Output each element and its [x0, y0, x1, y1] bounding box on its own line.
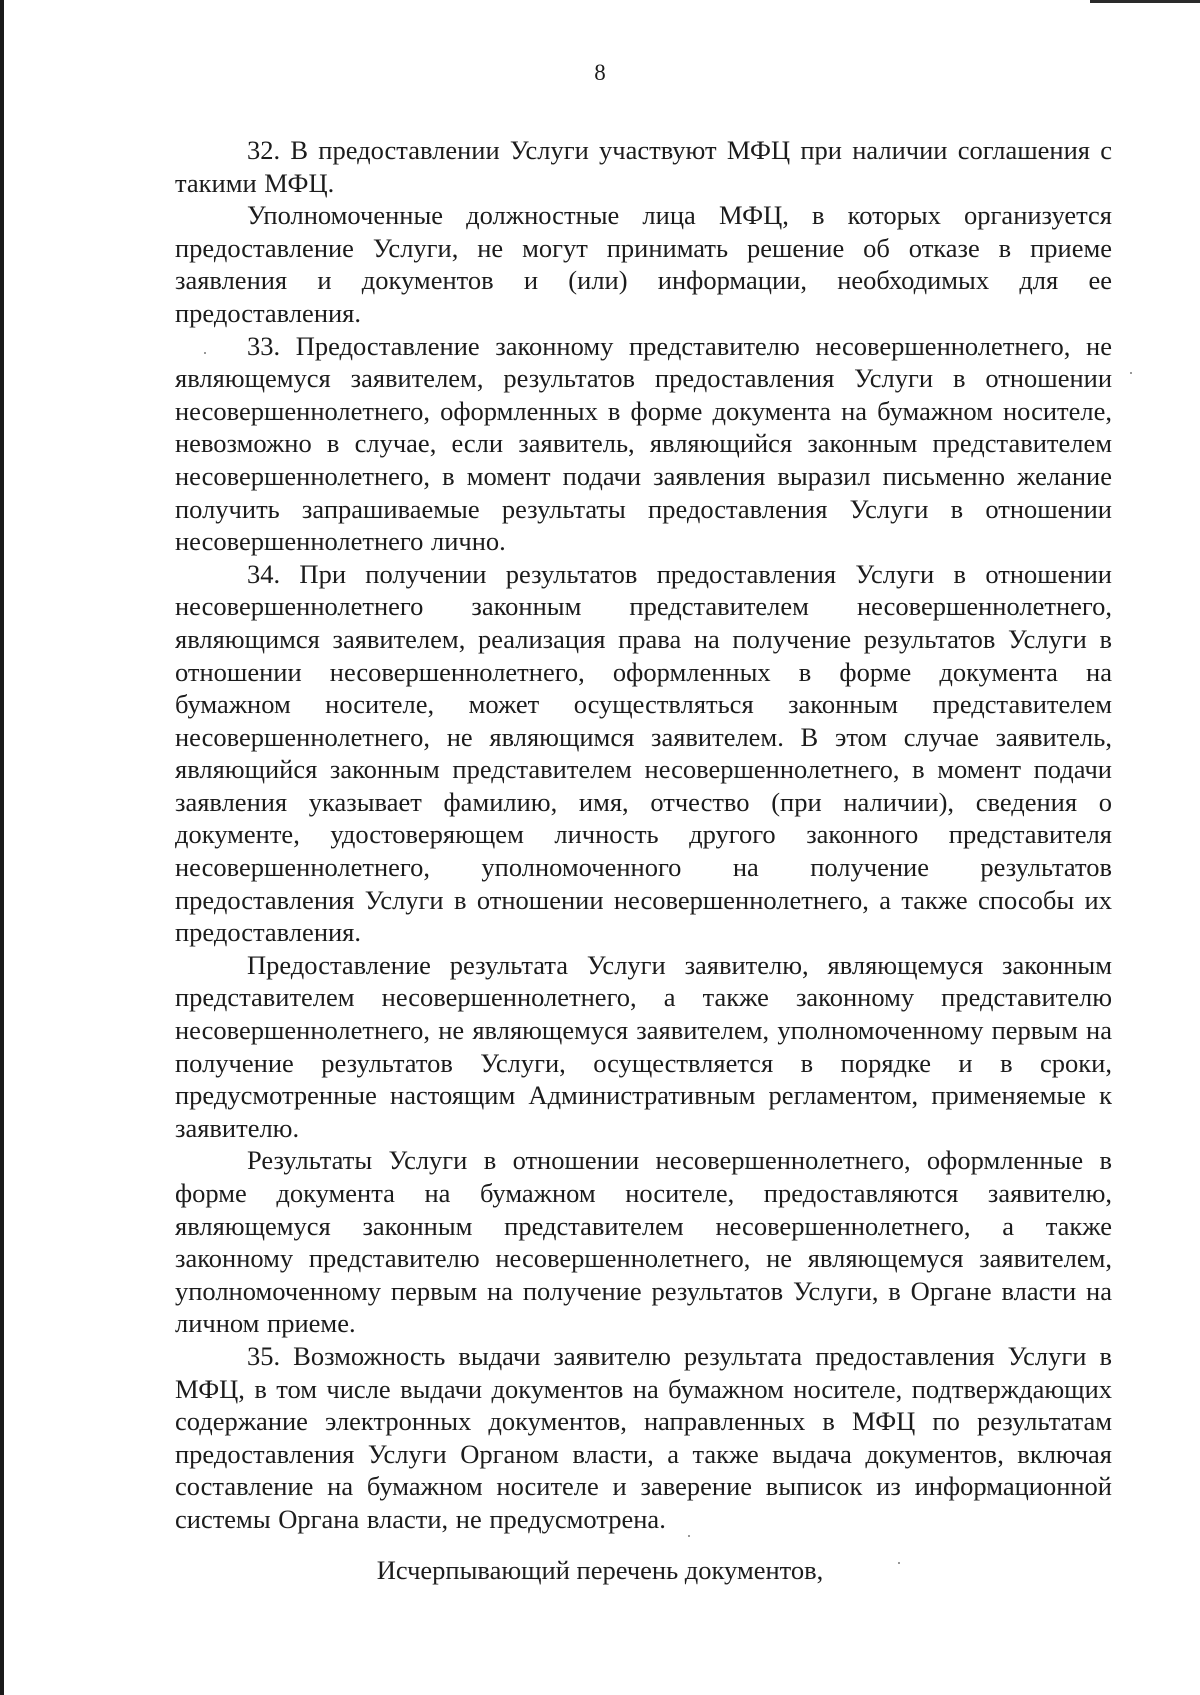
paragraph-34-provision: Предоставление результата Услуги заявителю, являющемуся законным представителем несовершеннолетнего, а также законному представителю несовершеннолетнего, не являющемуся заявителем, уполномоченному первым на получение результатов Услуги, осуществляется в порядке и в сроки, предусмотренные настоящим Административным регламентом, применяемые к заявителю. [175, 949, 1112, 1143]
scan-speck [1130, 372, 1132, 374]
paragraph-35: 35. Возможность выдачи заявителю результата предоставления Услуги в МФЦ, в том числе выдачи документов на бумажном носителе, подтверждающих содержание электронных документов, направленных в МФЦ по результатам предоставления Услуги Органом власти, а также выдача документов, включая составление на бумажном носителе и заверение выписок из информационной системы Органа власти, не предусмотрена. [175, 1340, 1112, 1534]
scan-speck [204, 352, 206, 354]
scan-edge-top [1090, 0, 1200, 3]
paragraph-32-mfc-officials: Уполномоченные должностные лица МФЦ, в которых организуется предоставление Услуги, не могут принимать решение об отказе в приеме заявления и документов и (или) информации, необходимых для ее предоставления. [175, 200, 1112, 328]
page-number: 8 [594, 60, 606, 85]
paragraph-33: 33. Предоставление законному представителю несовершеннолетнего, не являющемуся заявителем, результатов предоставления Услуги в отношении несовершеннолетнего, оформленных в форме документа на бумажном носителе, невозможно в случае, если заявитель, являющийся законным представителем несовершеннолетнего, в момент подачи заявления выразил письменно желание получить запрашиваемые результаты предоставления Услуги в отношении несовершеннолетнего лично. [175, 330, 1112, 557]
paragraph-34-results: Результаты Услуги в отношении несовершеннолетнего, оформленные в форме документа на бумажном носителе, предоставляются заявителю, являющемуся законным представителем несовершеннолетнего, а также законному представителю несовершеннолетнего, не являющемуся заявителем, уполномоченному первым на получение результатов Услуги, в Органе власти на личном приеме. [175, 1145, 1112, 1339]
scan-speck [688, 1535, 690, 1537]
section-heading: Исчерпывающий перечень документов, [376, 1555, 824, 1585]
body-text [175, 134, 1112, 1536]
paragraph-34: 34. При получении результатов предоставления Услуги в отношении несовершеннолетнего законным представителем несовершеннолетнего, являющимся заявителем, реализация права на получение результатов Услуги в отношении несовершеннолетнего, оформленных в форме документа на бумажном носителе, может осуществляться законным представителем несовершеннолетнего, не являющимся заявителем. В этом случае заявитель, являющийся законным представителем несовершеннолетнего, в момент подачи заявления указывает фамилию, имя, отчество (при наличии), сведения о документе, удостоверяющем личность другого законного представителя несовершеннолетнего, уполномоченного на получение результатов предоставления Услуги в отношении несовершеннолетнего, а также способы их предоставления. [175, 558, 1112, 948]
scan-speck [898, 1562, 900, 1564]
scan-edge-left [0, 0, 4, 1695]
paragraph-32: 32. В предоставлении Услуги участвуют МФЦ при наличии соглашения с такими МФЦ. [175, 135, 1112, 198]
